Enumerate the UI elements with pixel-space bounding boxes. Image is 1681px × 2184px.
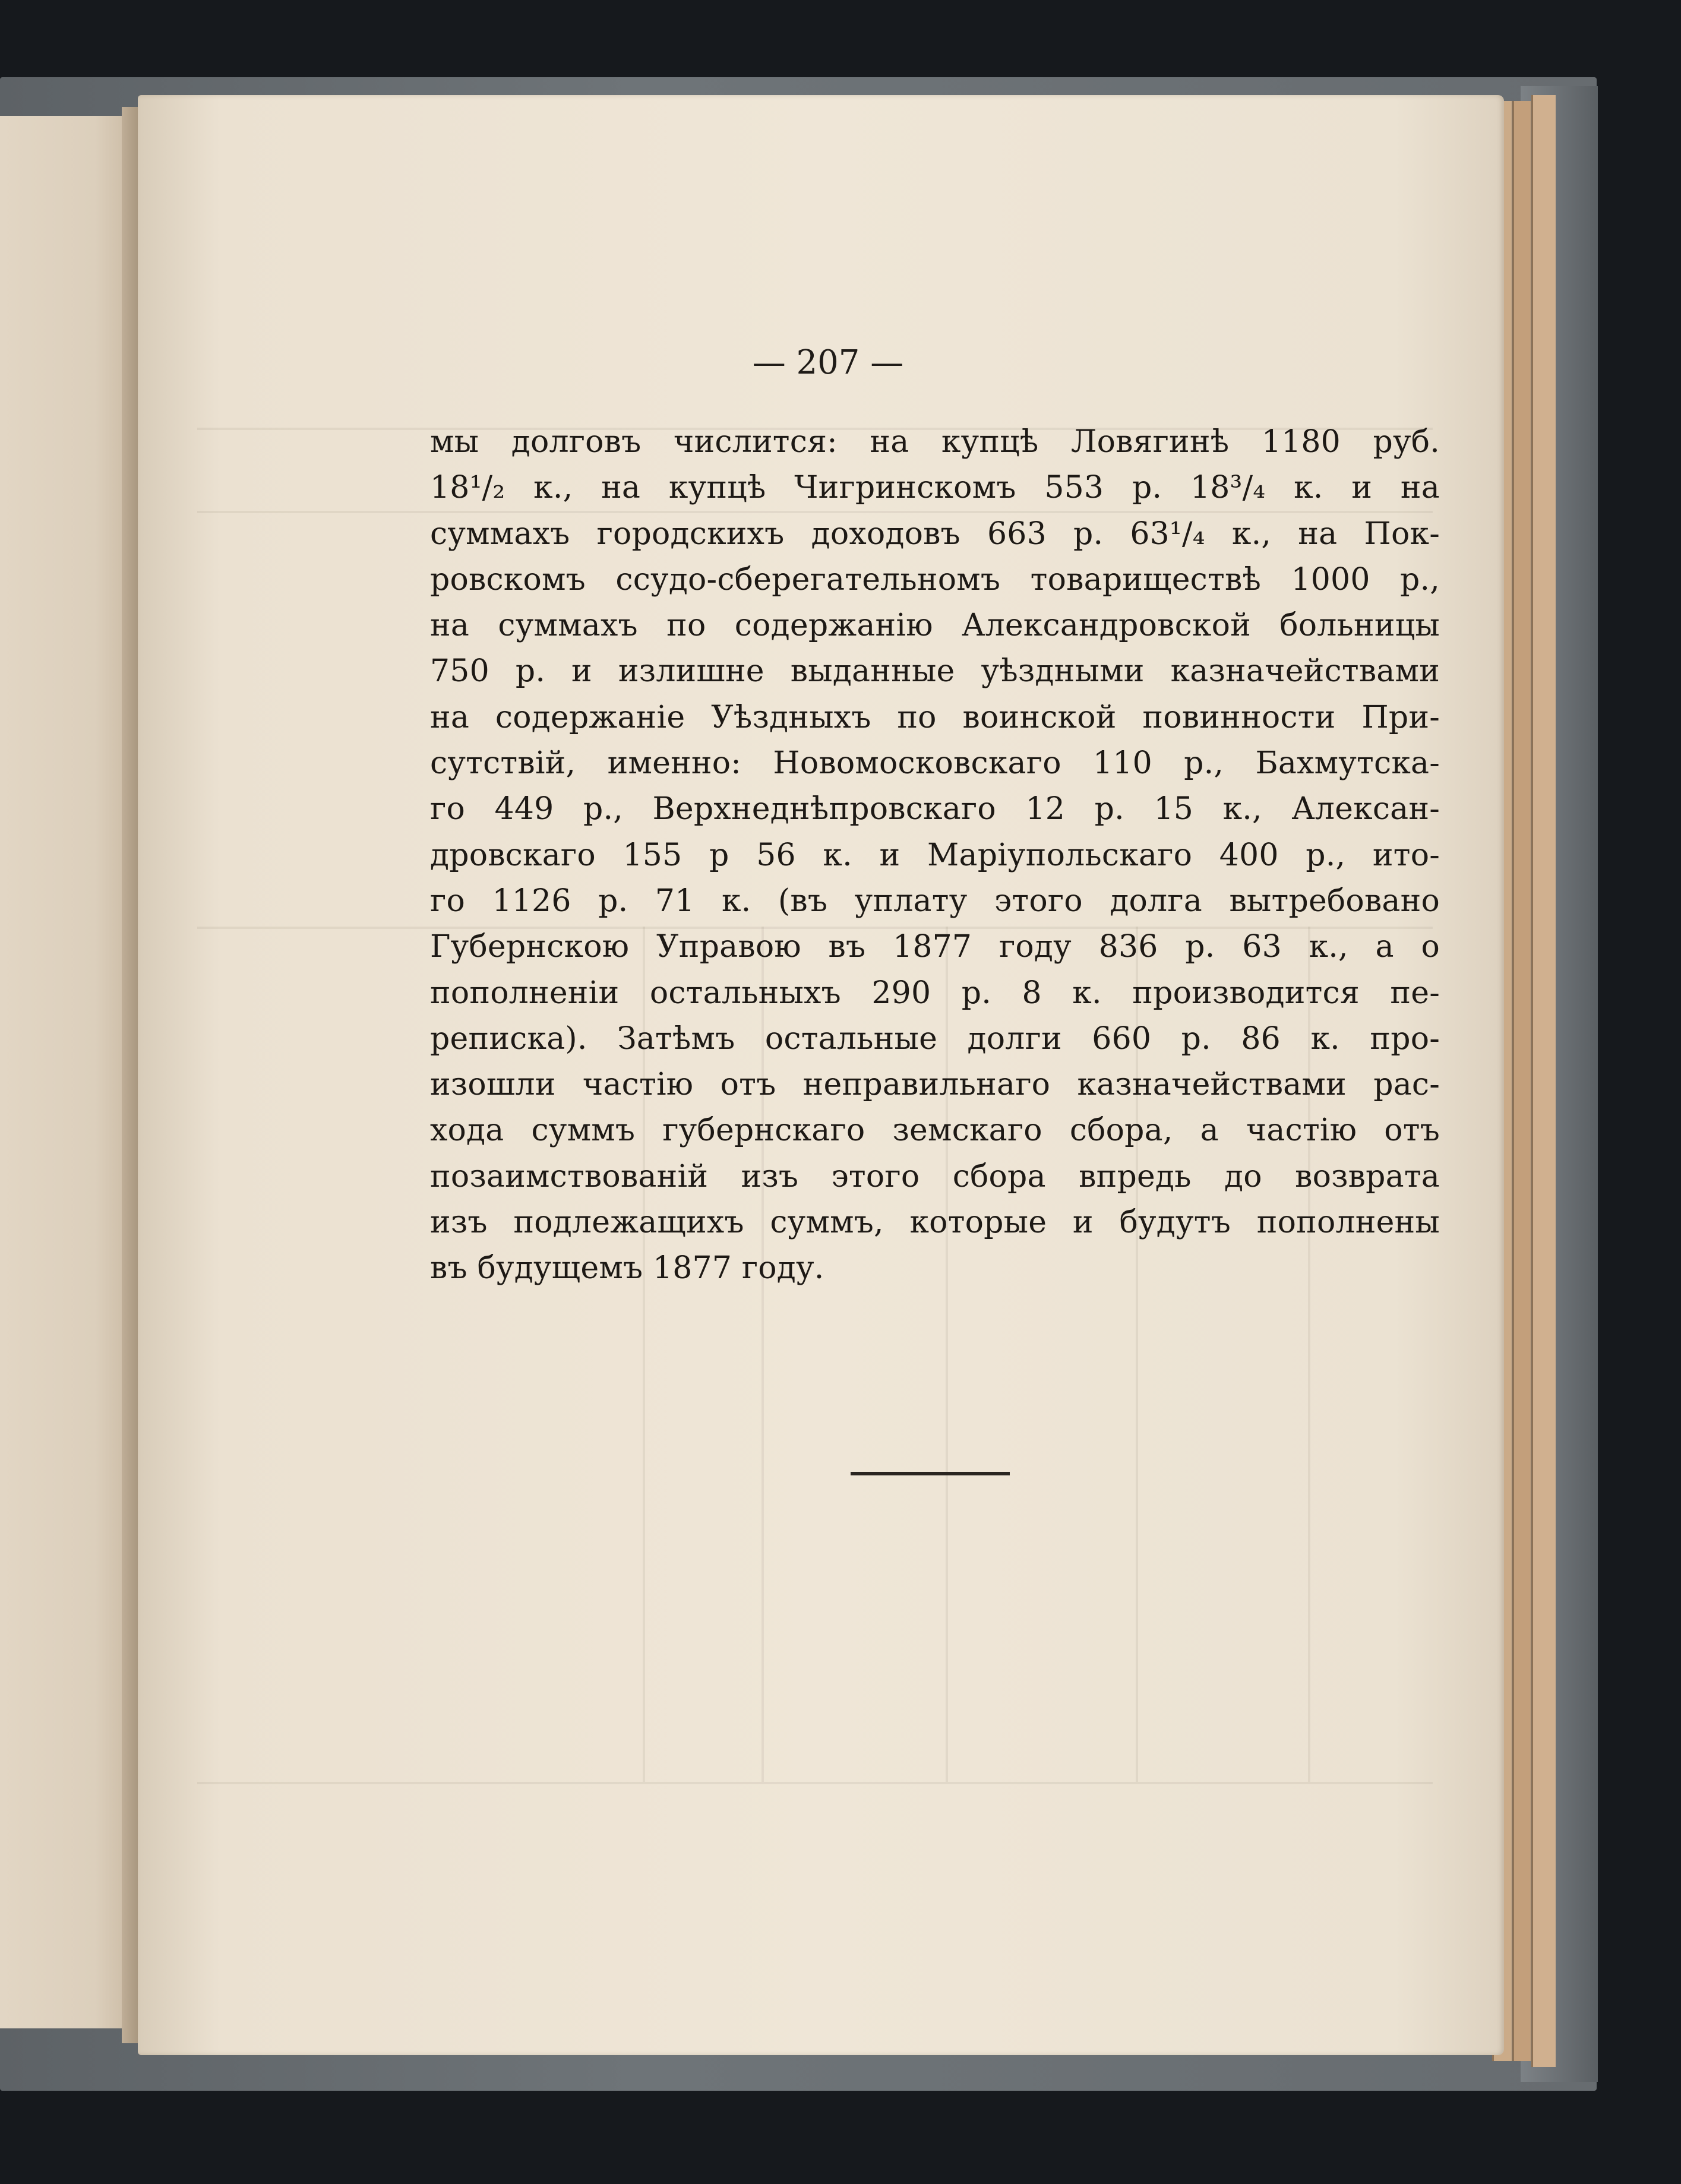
right-page: — 207 — мы долговъ числится: на купцѣ Ловягинѣ 1180 руб. 18¹/₂ к., на купцѣ Чигринскомъ 553 р. 18³/₄ к. и на суммахъ городскихъ доходовъ 663 р. 63¹/₄ к., на Пок- ровскомъ ссудо-сберегательномъ товариществѣ 1000 р., на суммахъ по содержанію Александровской больницы 750 р. и излишне выданные уѣздными казначействами на содержаніе Уѣздныхъ по воинской повинности При- сутствій, именно: Новомосковскаго 110 р., Бахмутска- го 449 р., Верхнеднѣпровскаго 12 р. 15 к., Алексан- дровскаго 155 р 56 к. и Маріупольскаго 400 р., ито- го 1126 р. 71 к. (въ уплату этого долга вытребовано Губернскою Управою въ 1877 году 836 р. 63 к., а о пополненіи остальныхъ 290 р. 8 к. производится пе- реписка). Затѣмъ остальные долги 660 р. 86 к. про- изошли частію отъ неправильнаго казначействами рас- хода суммъ губернскаго земскаго сбора, а частію отъ позаимствованій изъ этого сбора впредь до возврата изъ подлежащихъ суммъ, которые и будутъ пополнены въ будущемъ 1877 году. (138, 95, 1504, 2055)
text-line: 18¹/₂ к., на купцѣ Чигринскомъ 553 р. 18³/₄ к. и на (430, 470, 1440, 506)
text-line: го 449 р., Верхнеднѣпровскаго 12 р. 15 к., Алексан- (430, 791, 1440, 827)
text-line: въ будущемъ 1877 году. (430, 1250, 824, 1287)
body-text (430, 419, 1440, 1292)
text-line: Губернскою Управою въ 1877 году 836 р. 63 к., а о (430, 929, 1440, 965)
text-line: на суммахъ по содержанію Александровской больницы (430, 608, 1440, 644)
text-line: изошли частію отъ неправильнаго казначействами рас- (430, 1067, 1440, 1103)
text-line: мы долговъ числится: на купцѣ Ловягинѣ 1180 руб. (430, 424, 1440, 460)
text-line: на содержаніе Уѣздныхъ по воинской повинности При- (430, 699, 1440, 735)
page-stack-edge (1512, 101, 1531, 2061)
text-line: ровскомъ ссудо-сберегательномъ товариществѣ 1000 р., (430, 561, 1440, 598)
text-line: сутствій, именно: Новомосковскаго 110 р., Бахмутска- (430, 745, 1440, 782)
page-stack-edge (1531, 95, 1556, 2067)
text-line: 750 р. и излишне выданные уѣздными казначействами (430, 653, 1440, 690)
section-divider-rule (851, 1472, 1010, 1475)
text-line: позаимствованій изъ этого сбора впредь до возврата (430, 1158, 1440, 1194)
text-line: реписка). Затѣмъ остальные долги 660 р. 86 к. про- (430, 1020, 1440, 1057)
left-page (0, 116, 135, 2028)
text-line: пополненіи остальныхъ 290 р. 8 к. производится пе- (430, 975, 1440, 1011)
text-line: го 1126 р. 71 к. (въ уплату этого долга вытребовано (430, 883, 1440, 919)
text-line: хода суммъ губернскаго земскаго сбора, а частію отъ (430, 1112, 1440, 1149)
text-line: дровскаго 155 р 56 к. и Маріупольскаго 400 р., ито- (430, 837, 1440, 873)
text-line: изъ подлежащихъ суммъ, которые и будутъ пополнены (430, 1205, 1440, 1241)
text-line: суммахъ городскихъ доходовъ 663 р. 63¹/₄ к., на Пок- (430, 516, 1440, 552)
